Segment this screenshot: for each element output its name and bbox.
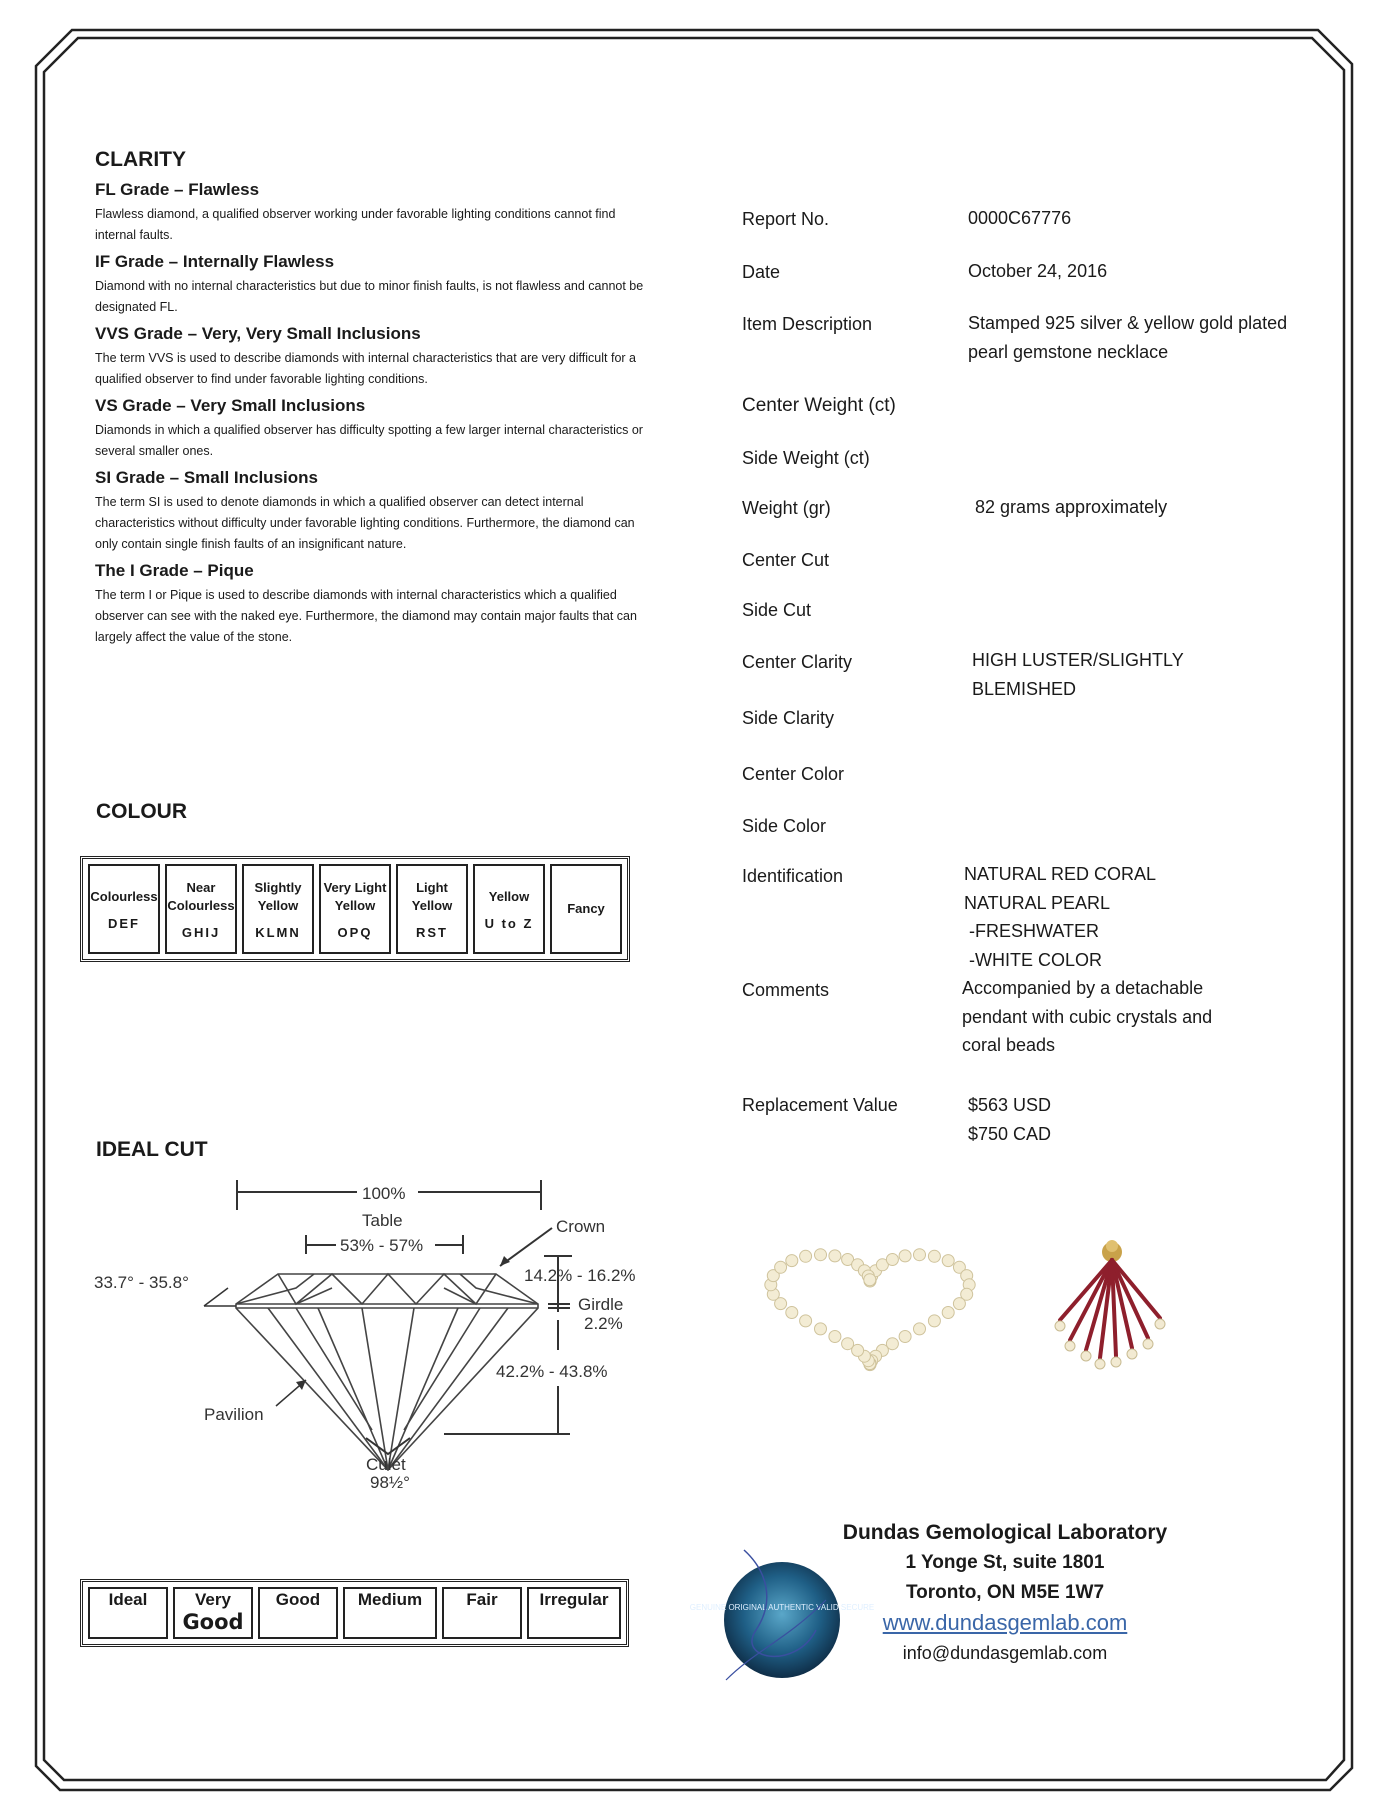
field-value: [968, 1091, 1338, 1148]
grade-desc: The term I or Pique is used to describe diamonds with internal characteristics which a qualified observer can see with the naked eye. Furthermore, the diamond may contain major faults that can largely affect the value of the stone.: [95, 588, 637, 644]
field-value: [972, 646, 1342, 703]
girdle-label: Girdle: [578, 1295, 624, 1314]
cut-grade-label: Medium: [357, 1590, 423, 1609]
grade-desc: Diamond with no internal characteristics but due to minor finish faults, is not flawless and cannot be designated FL.: [95, 279, 644, 314]
field-label: Identification: [742, 866, 844, 886]
field-label: Center Cut: [742, 550, 830, 570]
table-range-label: 53% - 57%: [340, 1236, 424, 1255]
field-value: [962, 974, 1332, 1060]
pearl-necklace-image: [765, 1249, 975, 1371]
field-label: Comments: [742, 980, 830, 1000]
colour-cell: [242, 864, 314, 954]
ideal-cut-heading: IDEAL CUT: [96, 1138, 208, 1161]
colour-name: Colourless: [90, 888, 158, 904]
field-label: Replacement Value: [742, 1095, 898, 1115]
colour-name: Yellow: [488, 888, 530, 904]
colour-cell: [473, 864, 545, 954]
colour-code: GHIJ: [181, 924, 221, 940]
field-value: 0000C67776: [968, 208, 1072, 228]
pearl-bead: [914, 1249, 926, 1261]
field-value-line: Stamped 925 silver & yellow gold plated: [968, 313, 1288, 333]
pearl-bead: [928, 1250, 940, 1262]
grade-desc: Diamonds in which a qualified observer has difficulty spotting a few larger internal characteristics or several smaller ones.: [95, 423, 643, 458]
lab-name: Dundas Gemological Laboratory: [842, 1521, 1168, 1544]
width-label: 100%: [362, 1184, 406, 1203]
pearl-bead: [942, 1307, 954, 1319]
grade-title: IF Grade – Internally Flawless: [95, 252, 335, 271]
coral-tassel-pendant-image: [1055, 1240, 1165, 1369]
field-value-line: Accompanied by a detachable: [962, 978, 1204, 998]
cut-grade-cell: [442, 1587, 522, 1639]
field-label: Side Weight (ct): [742, 448, 870, 468]
colour-cell: [319, 864, 391, 954]
pavilion-label: Pavilion: [204, 1405, 264, 1424]
field-label: Center Color: [742, 764, 845, 784]
crown-height-label: 14.2% - 16.2%: [524, 1266, 636, 1285]
pearl-bead: [899, 1331, 911, 1343]
grade-title: SI Grade – Small Inclusions: [95, 468, 318, 487]
pearl-bead: [914, 1323, 926, 1335]
jewelry-photos: [760, 1230, 1220, 1390]
lab-email[interactable]: info@dundasgemlab.com: [902, 1643, 1108, 1663]
colour-code: OPQ: [337, 924, 373, 940]
grade-title: FL Grade – Flawless: [95, 180, 260, 199]
colour-cell: [165, 864, 237, 954]
cut-grade-label: Ideal: [108, 1590, 148, 1609]
field-label: Date: [742, 262, 781, 282]
colour-cell: [550, 864, 622, 954]
field-value-line: coral beads: [962, 1035, 1056, 1055]
colour-code: RST: [416, 924, 448, 940]
grade-title: VS Grade – Very Small Inclusions: [95, 396, 366, 415]
field-value: 82 grams approximately: [975, 497, 1168, 517]
pearl-bead: [815, 1323, 827, 1335]
colour-code: DEF: [108, 915, 140, 931]
field-value-line: $563 USD: [968, 1095, 1052, 1115]
cut-grade-cell: [343, 1587, 437, 1639]
field-value-line: BLEMISHED: [972, 678, 1077, 699]
colour-code: U to Z: [484, 915, 534, 931]
field-value: [968, 309, 1338, 366]
field-value-line: HIGH LUSTER/SLIGHTLY: [972, 650, 1184, 670]
colour-cell: [88, 864, 160, 954]
pearl-bead: [815, 1249, 827, 1261]
cut-grade-table: [80, 1579, 629, 1647]
pearl-bead: [942, 1255, 954, 1267]
clarity-heading: CLARITY: [95, 148, 186, 171]
cut-grade-label: Good: [275, 1590, 321, 1609]
field-label: Side Color: [742, 816, 827, 836]
pearl-bead: [786, 1255, 798, 1267]
colour-name: Light Yellow: [411, 879, 453, 913]
field-value-line: -WHITE COLOR: [964, 949, 1102, 970]
field-label: Item Description: [742, 314, 873, 334]
field-value-line: -FRESHWATER: [964, 921, 1099, 941]
diamond-cut-diagram: [94, 1170, 660, 1500]
cut-grade-cell: [88, 1587, 168, 1639]
pearl-bead: [864, 1274, 876, 1286]
field-value-line: NATURAL PEARL: [964, 892, 1111, 913]
table-label: Table: [362, 1211, 403, 1230]
pearl-bead: [953, 1298, 965, 1310]
pearl-bead: [829, 1331, 841, 1343]
pavilion-depth-label: 42.2% - 43.8%: [496, 1362, 608, 1381]
grade-desc: The term VVS is used to describe diamonds with internal characteristics that are very difficult for a qualified observer to find under favorable lighting conditions.: [95, 351, 636, 386]
lab-website-link[interactable]: www.dundasgemlab.com: [882, 1610, 1128, 1635]
grade-desc: Flawless diamond, a qualified observer working under favorable lighting conditions cannot find internal faults.: [95, 207, 616, 242]
field-label: Center Clarity: [742, 652, 853, 672]
lab-info: [810, 1518, 1200, 1668]
colour-scale-table: [80, 856, 630, 962]
crown-angle-label: 33.7° - 35.8°: [94, 1273, 189, 1292]
field-label: Center Weight (ct): [742, 395, 896, 416]
culet-value-label: 98½°: [370, 1473, 410, 1492]
pearl-bead: [800, 1250, 812, 1262]
colour-heading: COLOUR: [96, 800, 187, 823]
field-label: Side Cut: [742, 600, 812, 620]
crown-label: Crown: [556, 1217, 606, 1236]
grade-desc: The term SI is used to denote diamonds in which a qualified observer can detect internal characteristics without difficulty under favorable lighting conditions. Furthermore, the diamond can only contain single finish faults of an insignificant nature.: [95, 495, 635, 551]
colour-code: KLMN: [255, 924, 301, 940]
field-value-line: pearl gemstone necklace: [968, 341, 1169, 362]
pearl-bead: [886, 1254, 898, 1266]
cut-grade-label-handwritten: Good: [182, 1610, 244, 1634]
field-value-line: $750 CAD: [968, 1123, 1052, 1144]
culet-label: Culet: [366, 1455, 406, 1474]
colour-name: Very Light Yellow: [323, 879, 387, 913]
seal-text: GENUINE ORIGINAL AUTHENTIC VALID SECURE: [689, 1603, 875, 1612]
cut-grade-label: Irregular: [539, 1590, 609, 1609]
cut-grade-label: Very: [195, 1590, 231, 1609]
lab-address-line: Toronto, ON M5E 1W7: [905, 1582, 1105, 1603]
cut-grade-cell: [258, 1587, 338, 1639]
pearl-bead: [786, 1307, 798, 1319]
lab-address-line: 1 Yonge St, suite 1801: [905, 1552, 1105, 1573]
field-label: Weight (gr): [742, 498, 831, 518]
cut-grade-label: Fair: [466, 1590, 498, 1609]
field-label: Report No.: [742, 209, 830, 229]
pearl-bead: [800, 1315, 812, 1327]
grade-title: VVS Grade – Very, Very Small Inclusions: [95, 324, 421, 343]
pearl-bead: [842, 1338, 854, 1350]
field-label: Side Clarity: [742, 708, 835, 728]
field-value: [964, 860, 1334, 974]
colour-cell: [396, 864, 468, 954]
field-value-line: pendant with cubic crystals and: [962, 1006, 1213, 1027]
colour-name: Slightly Yellow: [254, 879, 302, 913]
cut-grade-cell: [173, 1587, 253, 1639]
field-value: October 24, 2016: [968, 261, 1108, 281]
diamond-shape: [236, 1274, 538, 1470]
clarity-section: [95, 148, 655, 654]
grade-title: The I Grade – Pique: [95, 561, 254, 580]
pearl-bead: [775, 1261, 787, 1273]
pearl-bead: [899, 1250, 911, 1262]
pearl-bead: [928, 1315, 940, 1327]
girdle-value-label: 2.2%: [584, 1314, 623, 1333]
pearl-bead: [829, 1250, 841, 1262]
colour-name: Fancy: [567, 901, 605, 916]
field-value-line: NATURAL RED CORAL: [964, 864, 1157, 884]
cut-grade-cell: [527, 1587, 621, 1639]
colour-name: Near Colourless: [167, 879, 235, 913]
